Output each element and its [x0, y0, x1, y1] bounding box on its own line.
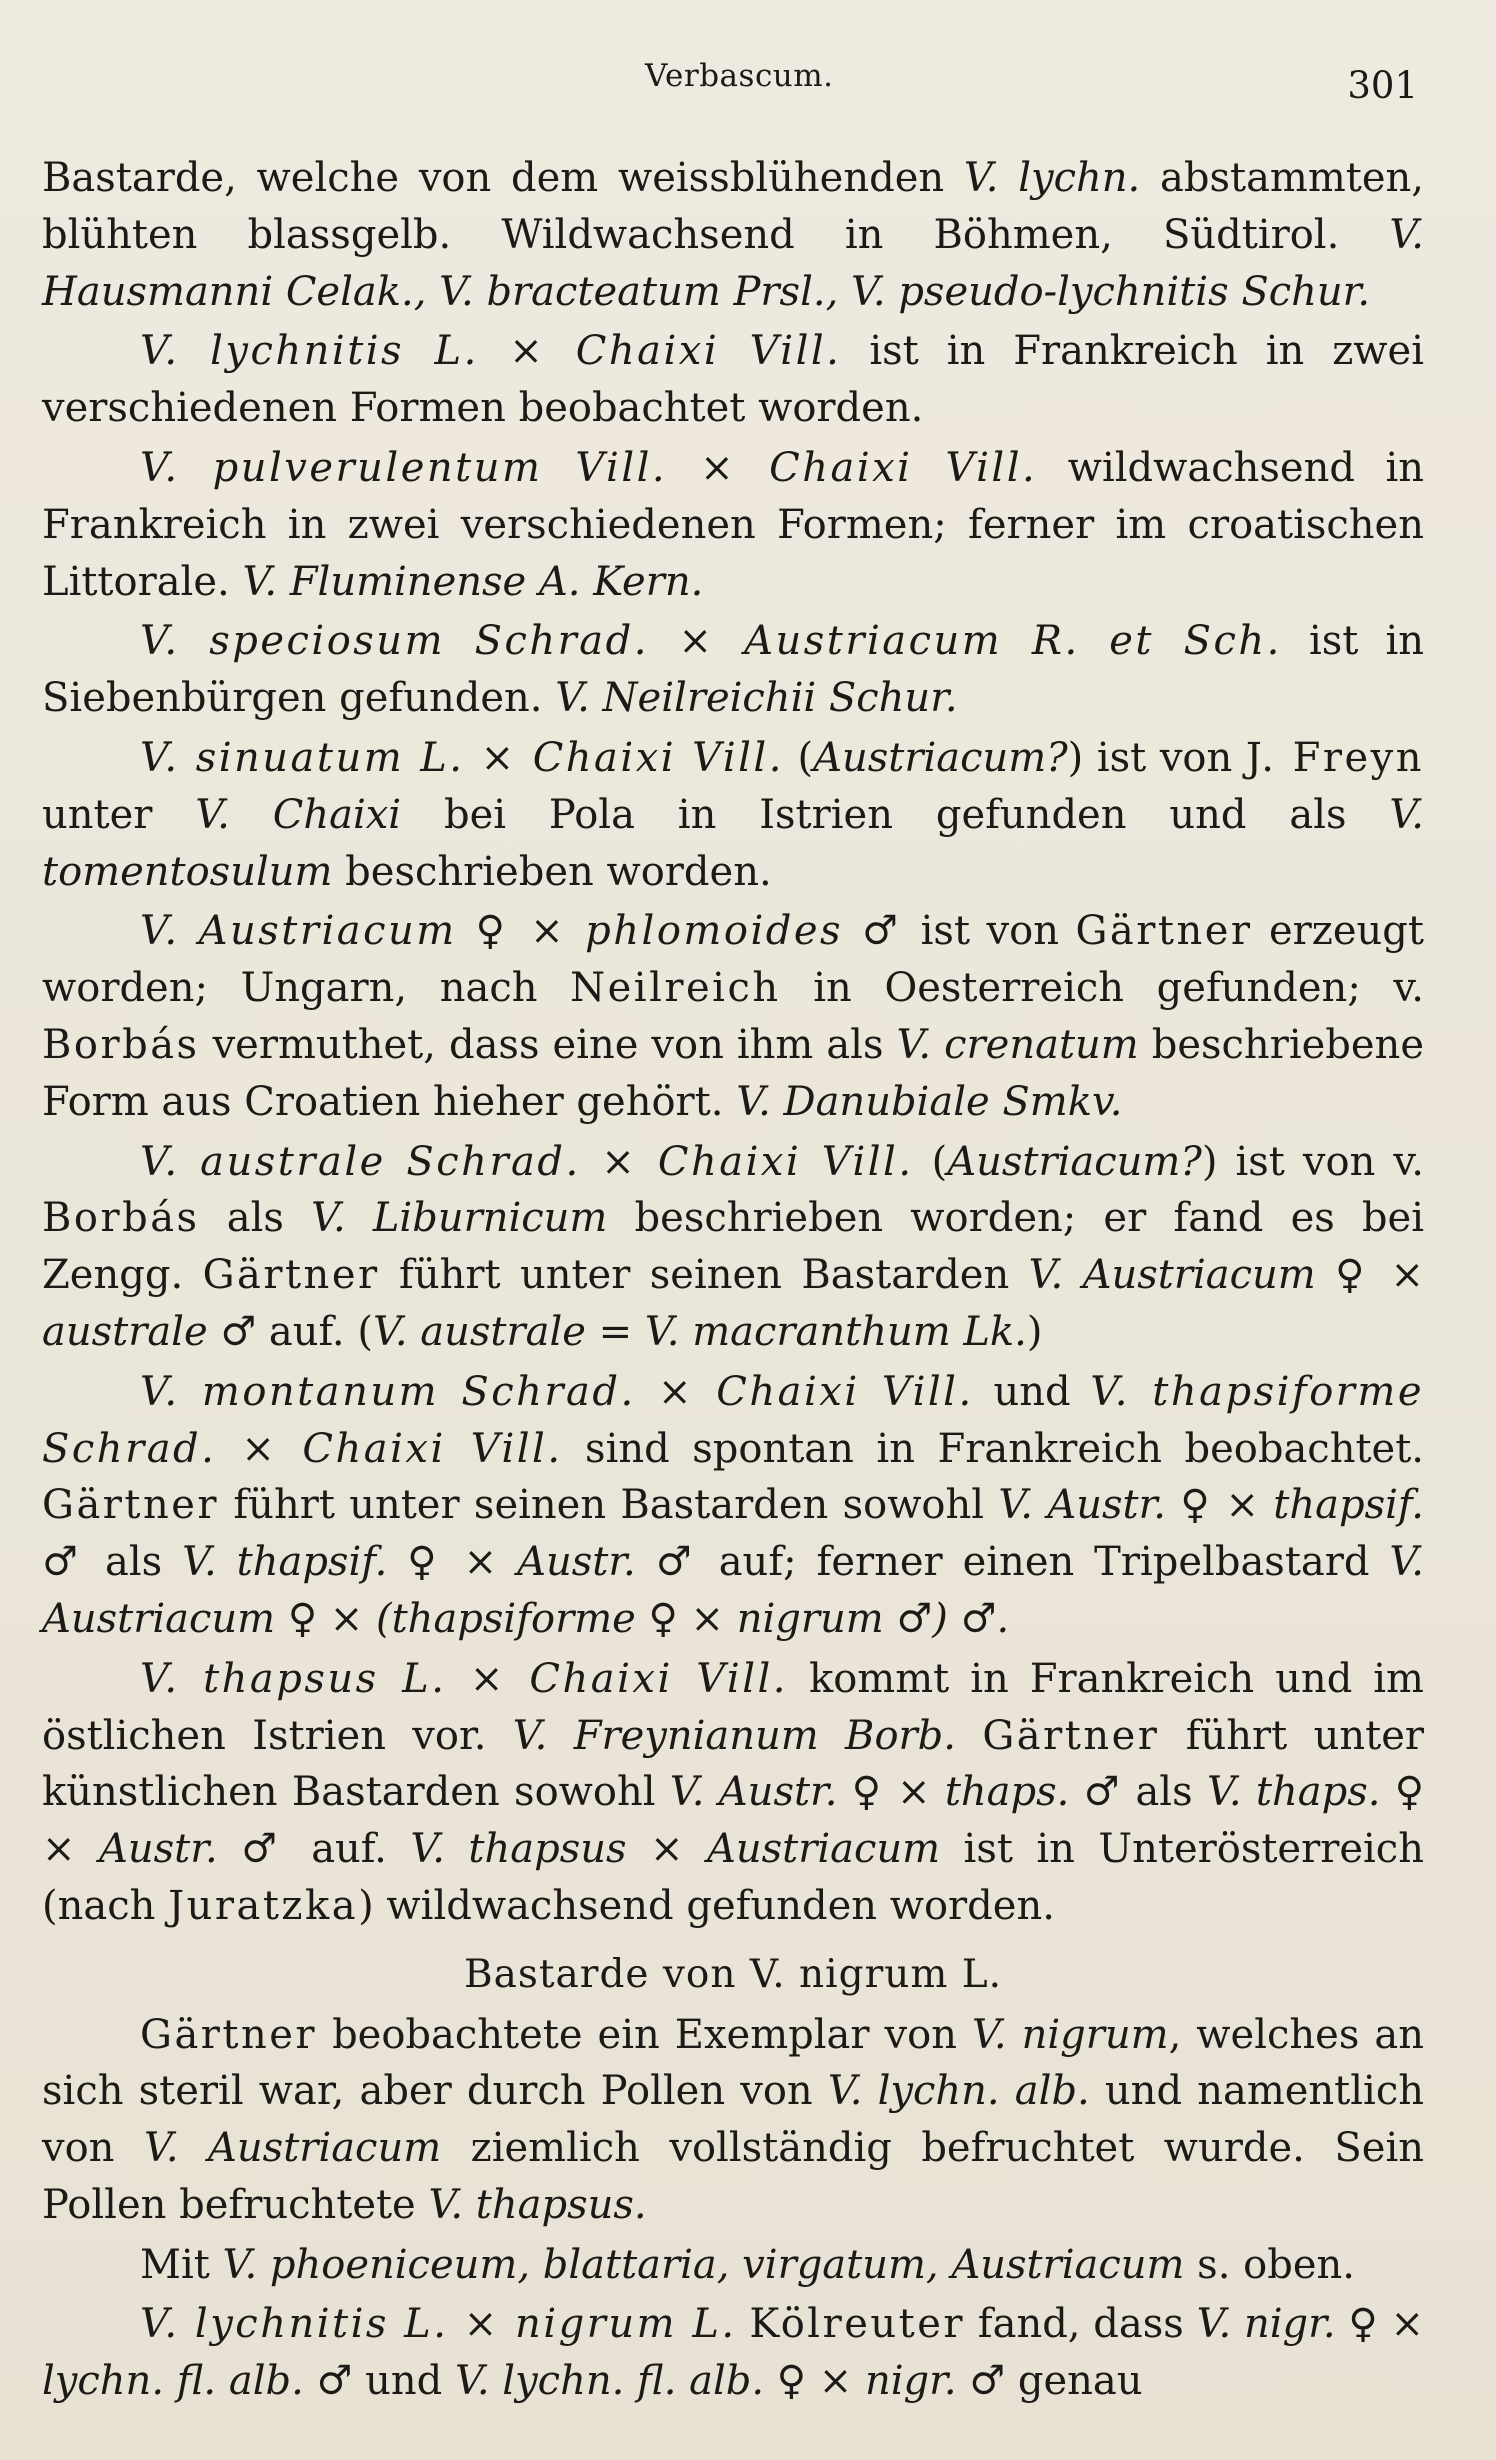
author-name: J. Freyn [1245, 734, 1424, 781]
text-run: auf; ferner einen Tripelbastard [698, 1539, 1390, 1586]
text-run: beschriebene Form aus Croatien hieher gehört. [42, 1021, 1424, 1125]
author-name: Gärtner [140, 2011, 318, 2058]
text-run: ) ist von v. [1201, 1138, 1425, 1185]
italic-run: V. Austriacum ♀ × (thapsiforme ♀ × nigrum ♂) ♂. [42, 1539, 1425, 1642]
text-run: ist in Frankreich in zwei verschiedenen Formen beobachtet worden. [42, 328, 1424, 432]
text-run: führt unter künstlichen Bastarden sowohl [42, 1712, 1424, 1816]
running-title: Verbascum. [645, 58, 834, 94]
author-name: Kölreuter [749, 2301, 965, 2348]
author-name: Borbás [42, 1195, 200, 1242]
italic-run: V. Hausmanni Celak., V. bracteatum Prsl., V. pseudo-lychnitis Schur. [42, 211, 1424, 315]
italic-run: V. lychn. fl. alb. ♀ × nigr. ♂ [454, 2358, 1006, 2405]
italic-run: Austriacum? [947, 1138, 1202, 1185]
italic-run: V. thapsus × Austriacum [410, 1826, 941, 1873]
text-run: in Oesterreich gefunden; v. [780, 965, 1424, 1012]
text-run: ( [783, 734, 814, 781]
text-run: als [199, 1195, 312, 1242]
paragraph-11 [42, 2237, 1424, 2294]
paragraph-10 [42, 2007, 1424, 2234]
italic-run: V. Danubiale Smkv. [736, 1078, 1123, 1125]
italic-run: V. phoeniceum, blattaria, virgatum, Austriacum [222, 2241, 1185, 2288]
text-run: führt unter seinen Bastarden sowohl [219, 1482, 999, 1529]
text-run: vermuthet, dass eine von ihm als [199, 1021, 897, 1068]
hybrid-name: V. pulverulentum Vill. × Chaixi Vill. [140, 444, 1038, 491]
paragraph-8 [42, 1364, 1424, 1648]
hybrid-name: V. lychnitis L. × nigrum L. [140, 2301, 737, 2348]
text-run: ) [1026, 1308, 1043, 1355]
text-run: ist von [904, 908, 1076, 955]
text-run: wildwachsend in Frankreich in zwei verschiedenen Formen; ferner im croatischen Littorale. [42, 444, 1425, 605]
text-run: , welches an sich steril war, aber durch Pollen von [42, 2011, 1424, 2115]
text-run: ist in Siebenbürgen gefunden. [42, 618, 1425, 722]
page-body [42, 150, 1424, 2410]
text-run: beschrieben worden. [332, 848, 772, 895]
text-run: und [973, 1368, 1091, 1415]
hybrid-name: V. australe Schrad. × Chaixi Vill. [140, 1138, 914, 1185]
paragraph-2 [42, 323, 1424, 437]
italic-run: V. tomentosulum [42, 791, 1424, 895]
text-run: führt unter seinen Bastarden [379, 1252, 1029, 1299]
text-run: auf. ( [256, 1308, 373, 1355]
hybrid-name: V. lychnitis L. × Chaixi Vill. [140, 328, 842, 375]
paragraph-4 [42, 613, 1424, 727]
text-run: fand, dass [965, 2301, 1197, 2348]
hybrid-name: V. montanum Schrad. × Chaixi Vill. [140, 1368, 974, 1415]
author-name: Gärtner [202, 1252, 380, 1299]
italic-run: V. nigrum [971, 2011, 1169, 2058]
paragraph-1 [42, 150, 1424, 320]
author-name: Gärtner [982, 1712, 1160, 1759]
italic-run: V. Fluminense A. Kern. [242, 558, 704, 605]
text-run: ( [913, 1138, 948, 1185]
text-run: beschrieben worden; er fand es bei Zengg. [42, 1195, 1425, 1299]
italic-run: V. Austr. ♀ × thapsif. ♂ [42, 1482, 1424, 1586]
italic-run: V. crenatum [896, 1021, 1139, 1068]
paragraph-12 [42, 2296, 1424, 2410]
italic-run: V. Liburnicum [311, 1195, 608, 1242]
italic-run: V. lychn. alb. [827, 2068, 1090, 2115]
text-run: bei Pola in Istrien gefunden und als [401, 791, 1390, 838]
paragraph-5 [42, 730, 1424, 900]
author-name: Neilreich [570, 965, 781, 1012]
text-run: und namentlich von [42, 2068, 1425, 2172]
text-run: als [85, 1539, 183, 1586]
text-run [737, 2301, 750, 2347]
text-run: abstammten, blühten blassgelb. Wildwachsend in Böhmen, Südtirol. [42, 155, 1424, 258]
hybrid-name: V. sinuatum L. × Chaixi Vill. [140, 734, 784, 781]
italic-run: Austriacum? [813, 734, 1068, 781]
paragraph-3 [42, 440, 1424, 610]
text-run: Bastarde, welche von dem weissblühenden [42, 155, 964, 201]
italic-run: V. Chaixi [195, 791, 402, 838]
text-run: und [352, 2358, 455, 2405]
hybrid-name: V. thapsiforme Schrad. × Chaixi Vill. [42, 1368, 1425, 1472]
page-number: 301 [1347, 64, 1418, 107]
text-run: als [1121, 1769, 1207, 1816]
italic-run: V. Austriacum ♀ × australe ♂ [42, 1252, 1424, 1355]
text-run: s. oben. [1184, 2241, 1355, 2288]
text-run: erzeugt worden; Ungarn, nach [42, 908, 1424, 1012]
italic-run: V. lychn. [963, 155, 1141, 201]
text-run: ziemlich vollständig befruchtet wurde. Sein Pollen befruchtete [42, 2125, 1425, 2228]
text-run: ) ist von [1067, 734, 1246, 781]
text-run: sind spontan in Frankreich beobachtet. [562, 1425, 1424, 1472]
paragraph-9 [42, 1651, 1424, 1935]
text-run [956, 1713, 982, 1759]
author-name: Gärtner [1075, 908, 1253, 955]
italic-run: V. nigr. ♀ × lychn. fl. alb. ♂ [42, 2301, 1425, 2405]
italic-run: V. australe = V. macranthum Lk. [372, 1308, 1027, 1355]
italic-run: V. Austriacum [143, 2125, 442, 2172]
author-name: Gärtner [42, 1482, 220, 1529]
text-run: genau [1005, 2358, 1143, 2405]
author-name: Juratzka [168, 1882, 359, 1929]
text-run: auf. [287, 1826, 411, 1873]
hybrid-name: V. speciosum Schrad. × Austriacum R. et Sch. [140, 618, 1282, 665]
page-header [0, 58, 1496, 118]
italic-run: V. thaps. ♀ × Austr. ♂ [42, 1769, 1424, 1873]
text-run: unter [42, 791, 196, 838]
hybrid-name: V. thapsus L. × Chaixi Vill. [140, 1655, 788, 1702]
italic-run: V. Austr. ♀ × thaps. ♂ [669, 1769, 1122, 1816]
text-run: ) wildwachsend gefunden worden. [358, 1882, 1055, 1929]
text-run: Mit [140, 2241, 223, 2288]
hybrid-name: V. Austriacum ♀ × phlomoides ♂ [140, 908, 905, 955]
italic-run: V. thapsif. ♀ × Austr. ♂ [182, 1539, 699, 1586]
italic-run: V. Neilreichii Schur. [555, 675, 958, 722]
paragraph-6 [42, 903, 1424, 1130]
text-run: kommt in Frankreich und im östlichen Istrien vor. [42, 1655, 1424, 1759]
italic-run: V. thapsus. [428, 2181, 647, 2228]
paragraph-7 [42, 1134, 1424, 1361]
text-run: ist in Unterösterreich (nach [42, 1826, 1424, 1929]
section-heading: Bastarde von V. nigrum L. [463, 1951, 1003, 1997]
author-name: Borbás [42, 1021, 200, 1068]
italic-run: V. Freynianum Borb. [512, 1712, 956, 1759]
text-run: beobachtete ein Exemplar von [317, 2011, 972, 2058]
